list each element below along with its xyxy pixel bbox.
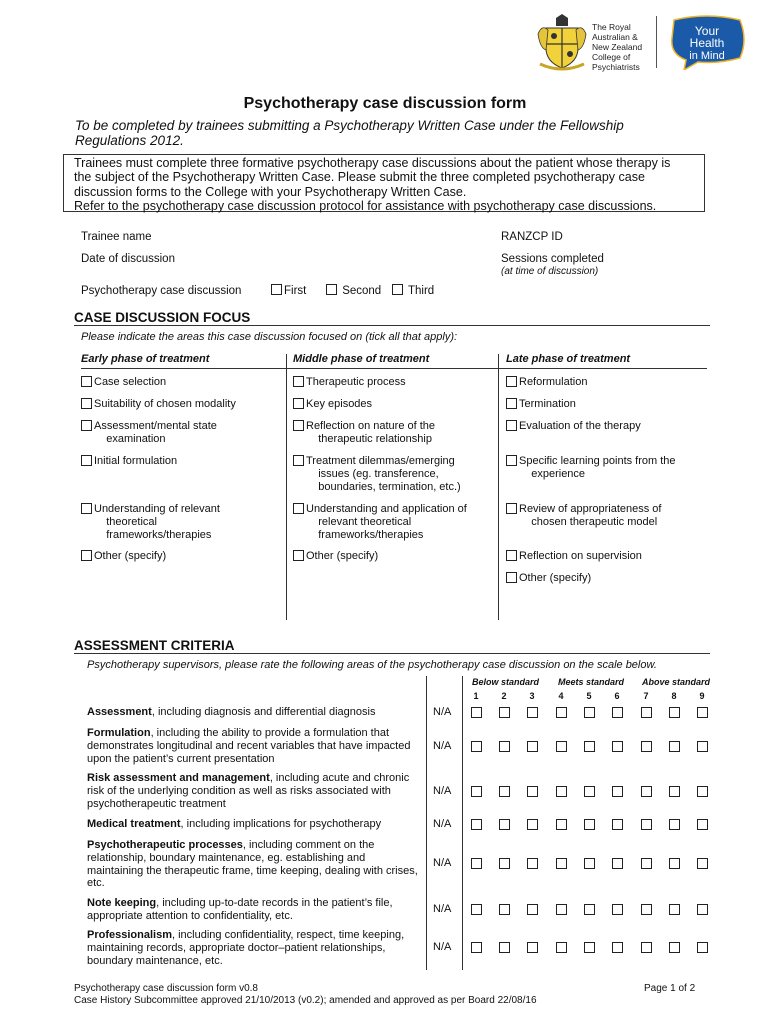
assessment-rule [74, 653, 710, 654]
rating-checkbox[interactable] [527, 741, 538, 752]
rating-checkbox[interactable] [556, 741, 567, 752]
focus-checkbox[interactable] [506, 376, 517, 387]
rating-checkbox[interactable] [556, 858, 567, 869]
focus-checkbox[interactable] [506, 398, 517, 409]
focus-option[interactable] [293, 376, 406, 390]
rating-checkbox[interactable] [641, 858, 652, 869]
rating-checkbox[interactable] [697, 858, 708, 869]
rating-checkbox[interactable] [669, 904, 680, 915]
focus-option-label: Understanding of relevant theoretical frameworks/therapies [94, 503, 220, 541]
criterion-description: , including confidentiality, respect, time keeping, maintaining records, appropriate doctor–patient relationships, boundary maintenance, etc. [87, 929, 405, 967]
sessions-label: Sessions completed [501, 253, 604, 265]
focus-option-label: Review of appropriateness of chosen therapeutic model [519, 503, 662, 528]
focus-checkbox[interactable] [81, 398, 92, 409]
rating-checkbox[interactable] [471, 741, 482, 752]
date-label: Date of discussion [81, 253, 175, 265]
rating-checkbox[interactable] [641, 942, 652, 953]
focus-checkbox[interactable] [293, 376, 304, 387]
rating-checkbox[interactable] [641, 741, 652, 752]
rating-checkbox[interactable] [584, 942, 595, 953]
criterion-text [87, 706, 422, 719]
logo-text-in-mind: in Mind [689, 50, 725, 62]
rating-checkbox[interactable] [669, 786, 680, 797]
criterion-name: Medical treatment [87, 818, 181, 830]
rating-checkbox[interactable] [612, 819, 623, 830]
rating-checkbox[interactable] [556, 942, 567, 953]
rating-checkbox[interactable] [471, 904, 482, 915]
footer-version: Psychotherapy case discussion form v0.8 [74, 983, 258, 994]
na-option[interactable]: N/A [433, 706, 452, 718]
logo-text-health: Health [689, 36, 725, 50]
criterion-description: , including the ability to provide a formulation that demonstrates longitudinal and recent variables that have impacted upon the patient’s current presentation [87, 727, 411, 765]
focus-option-label: Reformulation [519, 376, 588, 388]
rating-checkbox[interactable] [527, 858, 538, 869]
rating-checkbox[interactable] [499, 942, 510, 953]
focus-checkbox[interactable] [81, 376, 92, 387]
criterion-text [87, 772, 422, 810]
criterion-text [87, 818, 422, 831]
rating-checkbox[interactable] [471, 786, 482, 797]
rating-checkbox[interactable] [641, 786, 652, 797]
footer-approval: Case History Subcommittee approved 21/10/2013 (v0.2); amended and approved as per Board 22/08/16 [74, 995, 537, 1006]
rating-checkbox[interactable] [527, 819, 538, 830]
scale-number: 5 [586, 691, 592, 701]
late-phase-heading: Late phase of treatment [506, 353, 631, 365]
meets-standard-label: Meets standard [558, 677, 625, 687]
focus-checkbox[interactable] [293, 503, 304, 514]
trainee-name-label: Trainee name [81, 231, 152, 243]
focus-option[interactable] [506, 420, 641, 434]
criterion-description: , including up-to-date records in the patient’s file, appropriate attention to confidentiality, etc. [87, 897, 393, 922]
rating-checkbox[interactable] [471, 707, 482, 718]
logo-text-your: Your [694, 24, 720, 38]
rating-checkbox[interactable] [527, 786, 538, 797]
focus-checkbox[interactable] [81, 455, 92, 466]
criterion-description: , including comment on the relationship, boundary maintenance, eg. establishing and maintaining the therapeutic frame, time keeping, dealing with crises, etc. [87, 839, 418, 890]
your-health-in-mind-logo [668, 14, 746, 70]
focus-option-label: Case selection [94, 376, 167, 388]
rating-checkbox[interactable] [584, 858, 595, 869]
focus-option[interactable] [81, 455, 177, 469]
focus-heading: CASE DISCUSSION FOCUS [74, 310, 251, 325]
rating-checkbox[interactable] [499, 819, 510, 830]
page-number: Page 1 of 2 [644, 983, 696, 994]
scale-number: 2 [501, 691, 507, 701]
focus-checkbox[interactable] [506, 503, 517, 514]
rating-checkbox[interactable] [612, 786, 623, 797]
rating-checkbox[interactable] [697, 942, 708, 953]
rating-checkbox[interactable] [669, 707, 680, 718]
focus-option[interactable] [293, 398, 372, 412]
option-first[interactable]: First [271, 284, 306, 297]
criterion-text [87, 929, 422, 967]
rating-checkbox[interactable] [669, 741, 680, 752]
instructions-line: the subject of the Psychotherapy Written Case. Please submit the three completed psychotherapy case [74, 170, 645, 185]
na-option[interactable]: N/A [433, 818, 452, 830]
page-subtitle: To be completed by trainees submitting a Psychotherapy Written Case under the Fellowship Regulations 2012. [75, 118, 624, 148]
focus-option-label: Assessment/mental state examination [94, 420, 217, 445]
focus-checkbox[interactable] [293, 455, 304, 466]
rating-checkbox[interactable] [697, 819, 708, 830]
focus-checkbox[interactable] [506, 550, 517, 561]
focus-option-label: Evaluation of the therapy [519, 420, 641, 432]
focus-option-label: Other (specify) [94, 550, 167, 562]
focus-option[interactable] [506, 455, 676, 481]
college-name: The Royal Australian & New Zealand College of Psychiatrists [592, 22, 643, 72]
focus-option[interactable] [293, 550, 378, 564]
rating-checkbox[interactable] [641, 819, 652, 830]
focus-option[interactable] [81, 550, 166, 564]
focus-option[interactable] [81, 503, 220, 542]
sessions-note: (at time of discussion) [501, 266, 599, 277]
focus-option-label: Other (specify) [306, 550, 379, 562]
criterion-name: Psychotherapeutic processes [87, 839, 243, 851]
focus-header-rule [81, 368, 707, 369]
rating-checkbox[interactable] [612, 707, 623, 718]
focus-option-label: Treatment dilemmas/emerging issues (eg. transference, boundaries, termination, etc.) [306, 455, 461, 493]
option-second[interactable]: Second [326, 284, 381, 297]
instructions-line: discussion forms to the College with your Psychotherapy Written Case. [74, 184, 467, 199]
criterion-description: , including implications for psychotherapy [180, 818, 382, 830]
rating-checkbox[interactable] [584, 819, 595, 830]
rating-checkbox[interactable] [471, 858, 482, 869]
rating-checkbox[interactable] [499, 858, 510, 869]
criterion-description: , including acute and chronic risk of the underlying condition as well as risks associated with psychotherapeutic treatment [87, 772, 410, 810]
criterion-name: Professionalism [87, 929, 172, 941]
focus-checkbox[interactable] [506, 420, 517, 431]
rating-checkbox[interactable] [669, 819, 680, 830]
focus-option[interactable] [293, 420, 435, 446]
focus-option-label: Specific learning points from the experience [519, 455, 676, 480]
focus-checkbox[interactable] [81, 550, 92, 561]
rating-checkbox[interactable] [499, 904, 510, 915]
na-option[interactable]: N/A [433, 740, 452, 752]
rating-checkbox[interactable] [584, 707, 595, 718]
rating-checkbox[interactable] [641, 904, 652, 915]
rating-checkbox[interactable] [669, 858, 680, 869]
scale-number: 6 [614, 691, 620, 701]
option-third[interactable]: Third [392, 284, 434, 297]
focus-option[interactable] [506, 376, 587, 390]
instructions-line: Trainees must complete three formative psychotherapy case discussions about the patient whose therapy is [74, 156, 671, 170]
rating-checkbox[interactable] [499, 707, 510, 718]
rating-checkbox[interactable] [584, 786, 595, 797]
focus-option-label: Termination [519, 398, 576, 410]
assessment-instruction: Psychotherapy supervisors, please rate the following areas of the psychotherapy case discussion on the scale below. [87, 659, 657, 671]
scale-number: 4 [558, 691, 564, 701]
criterion-name: Risk assessment and management [87, 772, 270, 784]
rating-checkbox[interactable] [556, 819, 567, 830]
focus-checkbox[interactable] [506, 455, 517, 466]
rating-checkbox[interactable] [584, 904, 595, 915]
focus-option-label: Reflection on supervision [519, 550, 642, 562]
focus-option[interactable] [506, 550, 642, 564]
instructions-box [63, 154, 705, 212]
rating-checkbox[interactable] [697, 786, 708, 797]
rating-checkbox[interactable] [669, 942, 680, 953]
rating-checkbox[interactable] [556, 707, 567, 718]
na-column-divider [426, 676, 427, 970]
na-option[interactable]: N/A [433, 857, 452, 869]
ranzcp-id-label: RANZCP ID [501, 231, 563, 243]
focus-checkbox[interactable] [506, 572, 517, 583]
focus-option-label: Therapeutic process [306, 376, 406, 388]
focus-rule [74, 325, 710, 326]
rating-checkbox[interactable] [556, 904, 567, 915]
na-option[interactable]: N/A [433, 903, 452, 915]
focus-option-label: Key episodes [306, 398, 373, 410]
instructions-line: Refer to the psychotherapy case discussion protocol for assistance with psychotherapy case discussions. [74, 199, 657, 214]
second-checkbox[interactable] [326, 284, 337, 295]
focus-checkbox[interactable] [293, 420, 304, 431]
focus-column-divider [286, 354, 287, 620]
scale-number: 7 [643, 691, 649, 701]
rating-checkbox[interactable] [584, 741, 595, 752]
focus-option-label: Reflection on nature of the therapeutic relationship [306, 420, 436, 445]
focus-option[interactable] [81, 376, 166, 390]
focus-option-label: Suitability of chosen modality [94, 398, 236, 410]
focus-option[interactable] [506, 503, 661, 529]
focus-column-divider [498, 354, 499, 620]
criterion-text [87, 897, 422, 923]
scale-column-divider [462, 676, 463, 970]
assessment-heading: ASSESSMENT CRITERIA [74, 638, 235, 653]
criterion-description: , including diagnosis and differential diagnosis [151, 706, 376, 718]
focus-option-label: Initial formulation [94, 455, 178, 467]
criterion-name: Formulation [87, 727, 151, 739]
focus-option[interactable] [293, 503, 467, 542]
focus-option[interactable] [506, 398, 576, 412]
rating-checkbox[interactable] [499, 786, 510, 797]
third-checkbox[interactable] [392, 284, 403, 295]
middle-phase-heading: Middle phase of treatment [293, 353, 430, 365]
rating-checkbox[interactable] [697, 904, 708, 915]
focus-checkbox[interactable] [81, 503, 92, 514]
rating-checkbox[interactable] [527, 942, 538, 953]
rating-checkbox[interactable] [612, 858, 623, 869]
rating-checkbox[interactable] [527, 904, 538, 915]
focus-option-label: Understanding and application of relevant theoretical frameworks/therapies [306, 503, 467, 541]
rating-checkbox[interactable] [612, 741, 623, 752]
rating-checkbox[interactable] [499, 741, 510, 752]
rating-checkbox[interactable] [612, 942, 623, 953]
focus-option-label: Other (specify) [519, 572, 592, 584]
college-crest-logo [536, 14, 588, 72]
criterion-text [87, 839, 422, 890]
criterion-name: Note keeping [87, 897, 157, 909]
focus-option[interactable] [293, 455, 461, 494]
focus-checkbox[interactable] [293, 550, 304, 561]
early-phase-heading: Early phase of treatment [81, 353, 210, 365]
scale-number: 8 [671, 691, 677, 701]
logo-divider [656, 16, 657, 68]
page-title: Psychotherapy case discussion form [243, 95, 527, 112]
scale-number: 9 [699, 691, 705, 701]
rating-checkbox[interactable] [556, 786, 567, 797]
rating-checkbox[interactable] [697, 707, 708, 718]
first-checkbox[interactable] [271, 284, 282, 295]
rating-checkbox[interactable] [612, 904, 623, 915]
focus-instruction: Please indicate the areas this case discussion focused on (tick all that apply): [81, 331, 458, 343]
discussion-label: Psychotherapy case discussion [81, 285, 242, 297]
focus-checkbox[interactable] [81, 420, 92, 431]
rating-checkbox[interactable] [641, 707, 652, 718]
above-standard-label: Above standard [642, 677, 711, 687]
below-standard-label: Below standard [472, 677, 540, 687]
focus-option[interactable] [506, 572, 591, 586]
scale-number: 3 [529, 691, 535, 701]
scale-number: 1 [473, 691, 479, 701]
focus-checkbox[interactable] [293, 398, 304, 409]
rating-checkbox[interactable] [471, 819, 482, 830]
na-option[interactable]: N/A [433, 941, 452, 953]
rating-checkbox[interactable] [697, 741, 708, 752]
rating-checkbox[interactable] [471, 942, 482, 953]
rating-checkbox[interactable] [527, 707, 538, 718]
focus-option[interactable] [81, 398, 236, 412]
criterion-name: Assessment [87, 706, 152, 718]
focus-option[interactable] [81, 420, 217, 446]
criterion-text [87, 727, 422, 765]
na-option[interactable]: N/A [433, 785, 452, 797]
